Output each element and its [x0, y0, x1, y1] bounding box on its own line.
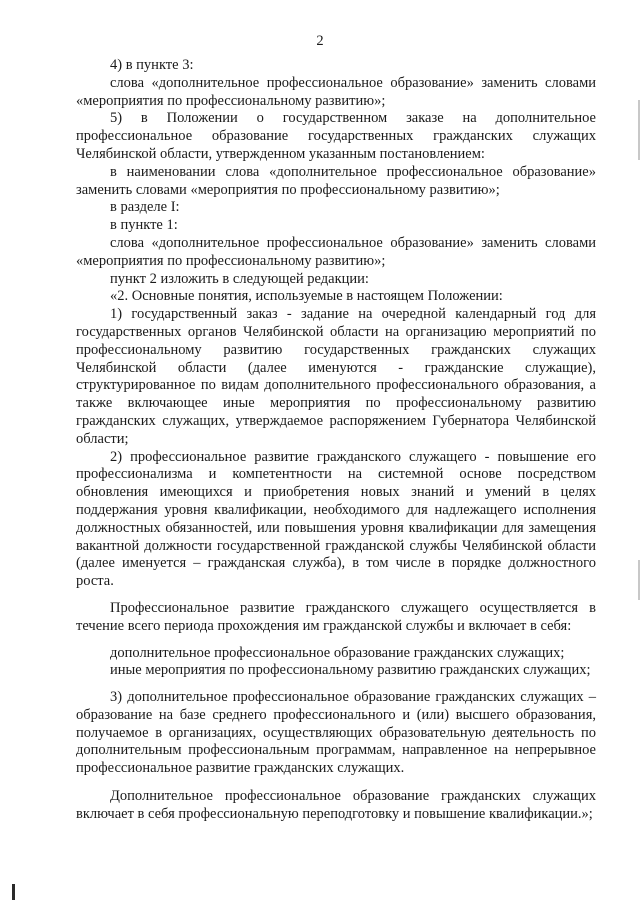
paragraph-point-1: в пункте 1: [110, 217, 178, 234]
paragraph-replace-words-2: слова «дополнительное профессиональное образование» заменить словами «мероприятия по профессиональному развитию»; [76, 234, 596, 269]
page-number: 2 [316, 33, 324, 49]
paragraph-list-item-other-activities: иные мероприятия по профессиональному развитию гражданских служащих; [110, 662, 591, 679]
paragraph-item-5-regulation: 5) в Положении о государственном заказе на дополнительное профессиональное образование государственных гражданских служащих Челябинской области, утвержденном указанным постановлением: [76, 110, 596, 162]
paragraph-title-replace: в наименовании слова «дополнительное профессиональное образование» заменить словами «мероприятия по профессиональному развитию»; [76, 163, 596, 198]
scan-artifact-mark [12, 884, 15, 900]
paragraph-definition-professional-development: 2) профессиональное развитие гражданского служащего - повышение его профессионализма и компетентности на системной основе посредством обновления имеющихся и приобретения новых знаний и умений в целях поддержания уровня квалификации, необходимого для надлежащего исполнения должностных обязанностей, или повышения уровня квалификации для замещения вакантной должности государственной гражданской службы Челябинской области (далее именуется – гражданская служба), в том числе в порядке должностного роста. [76, 448, 596, 590]
document-body [76, 57, 596, 824]
paragraph-item-4-in-point-3: 4) в пункте 3: [110, 57, 194, 73]
paragraph-development-includes: Профессиональное развитие гражданского служащего осуществляется в течение всего периода прохождения им гражданской службы и включает в себя: [76, 599, 596, 634]
paragraph-point-2-new-edition: пункт 2 изложить в следующей редакции: [110, 270, 369, 287]
paragraph-section-i: в разделе I: [110, 199, 180, 216]
paragraph-basic-concepts-heading: «2. Основные понятия, используемые в настоящем Положении: [110, 288, 503, 305]
paragraph-definition-state-order: 1) государственный заказ - задание на очередной календарный год для государственных органов Челябинской области на организацию мероприятий по профессиональному развитию государственных гражданских служащих Челябинской области (далее именуются - гражданские служащие), структурированное по видам дополнительного профессионального образования, а также включающее иные мероприятия по профессиональному развитию гражданских служащих, утверждаемое распоряжением Губернатора Челябинской области; [76, 306, 596, 447]
paragraph-additional-education-includes: Дополнительное профессиональное образование гражданских служащих включает в себя профессиональную переподготовку и повышение квалификации.»; [76, 788, 596, 822]
paragraph-list-item-additional-education: дополнительное профессиональное образование гражданских служащих; [110, 644, 565, 661]
paragraph-definition-additional-education: 3) дополнительное профессиональное образование гражданских служащих – образование на базе среднего профессионального и (или) высшего образования, получаемое в организациях, осуществляющих образовательную деятельность по дополнительным профессиональным программам, направленное на непрерывное профессиональное развитие гражданских служащих. [76, 689, 596, 777]
paragraph-replace-words-1: слова «дополнительное профессиональное образование» заменить словами «мероприятия по профессиональному развитию»; [76, 74, 596, 109]
